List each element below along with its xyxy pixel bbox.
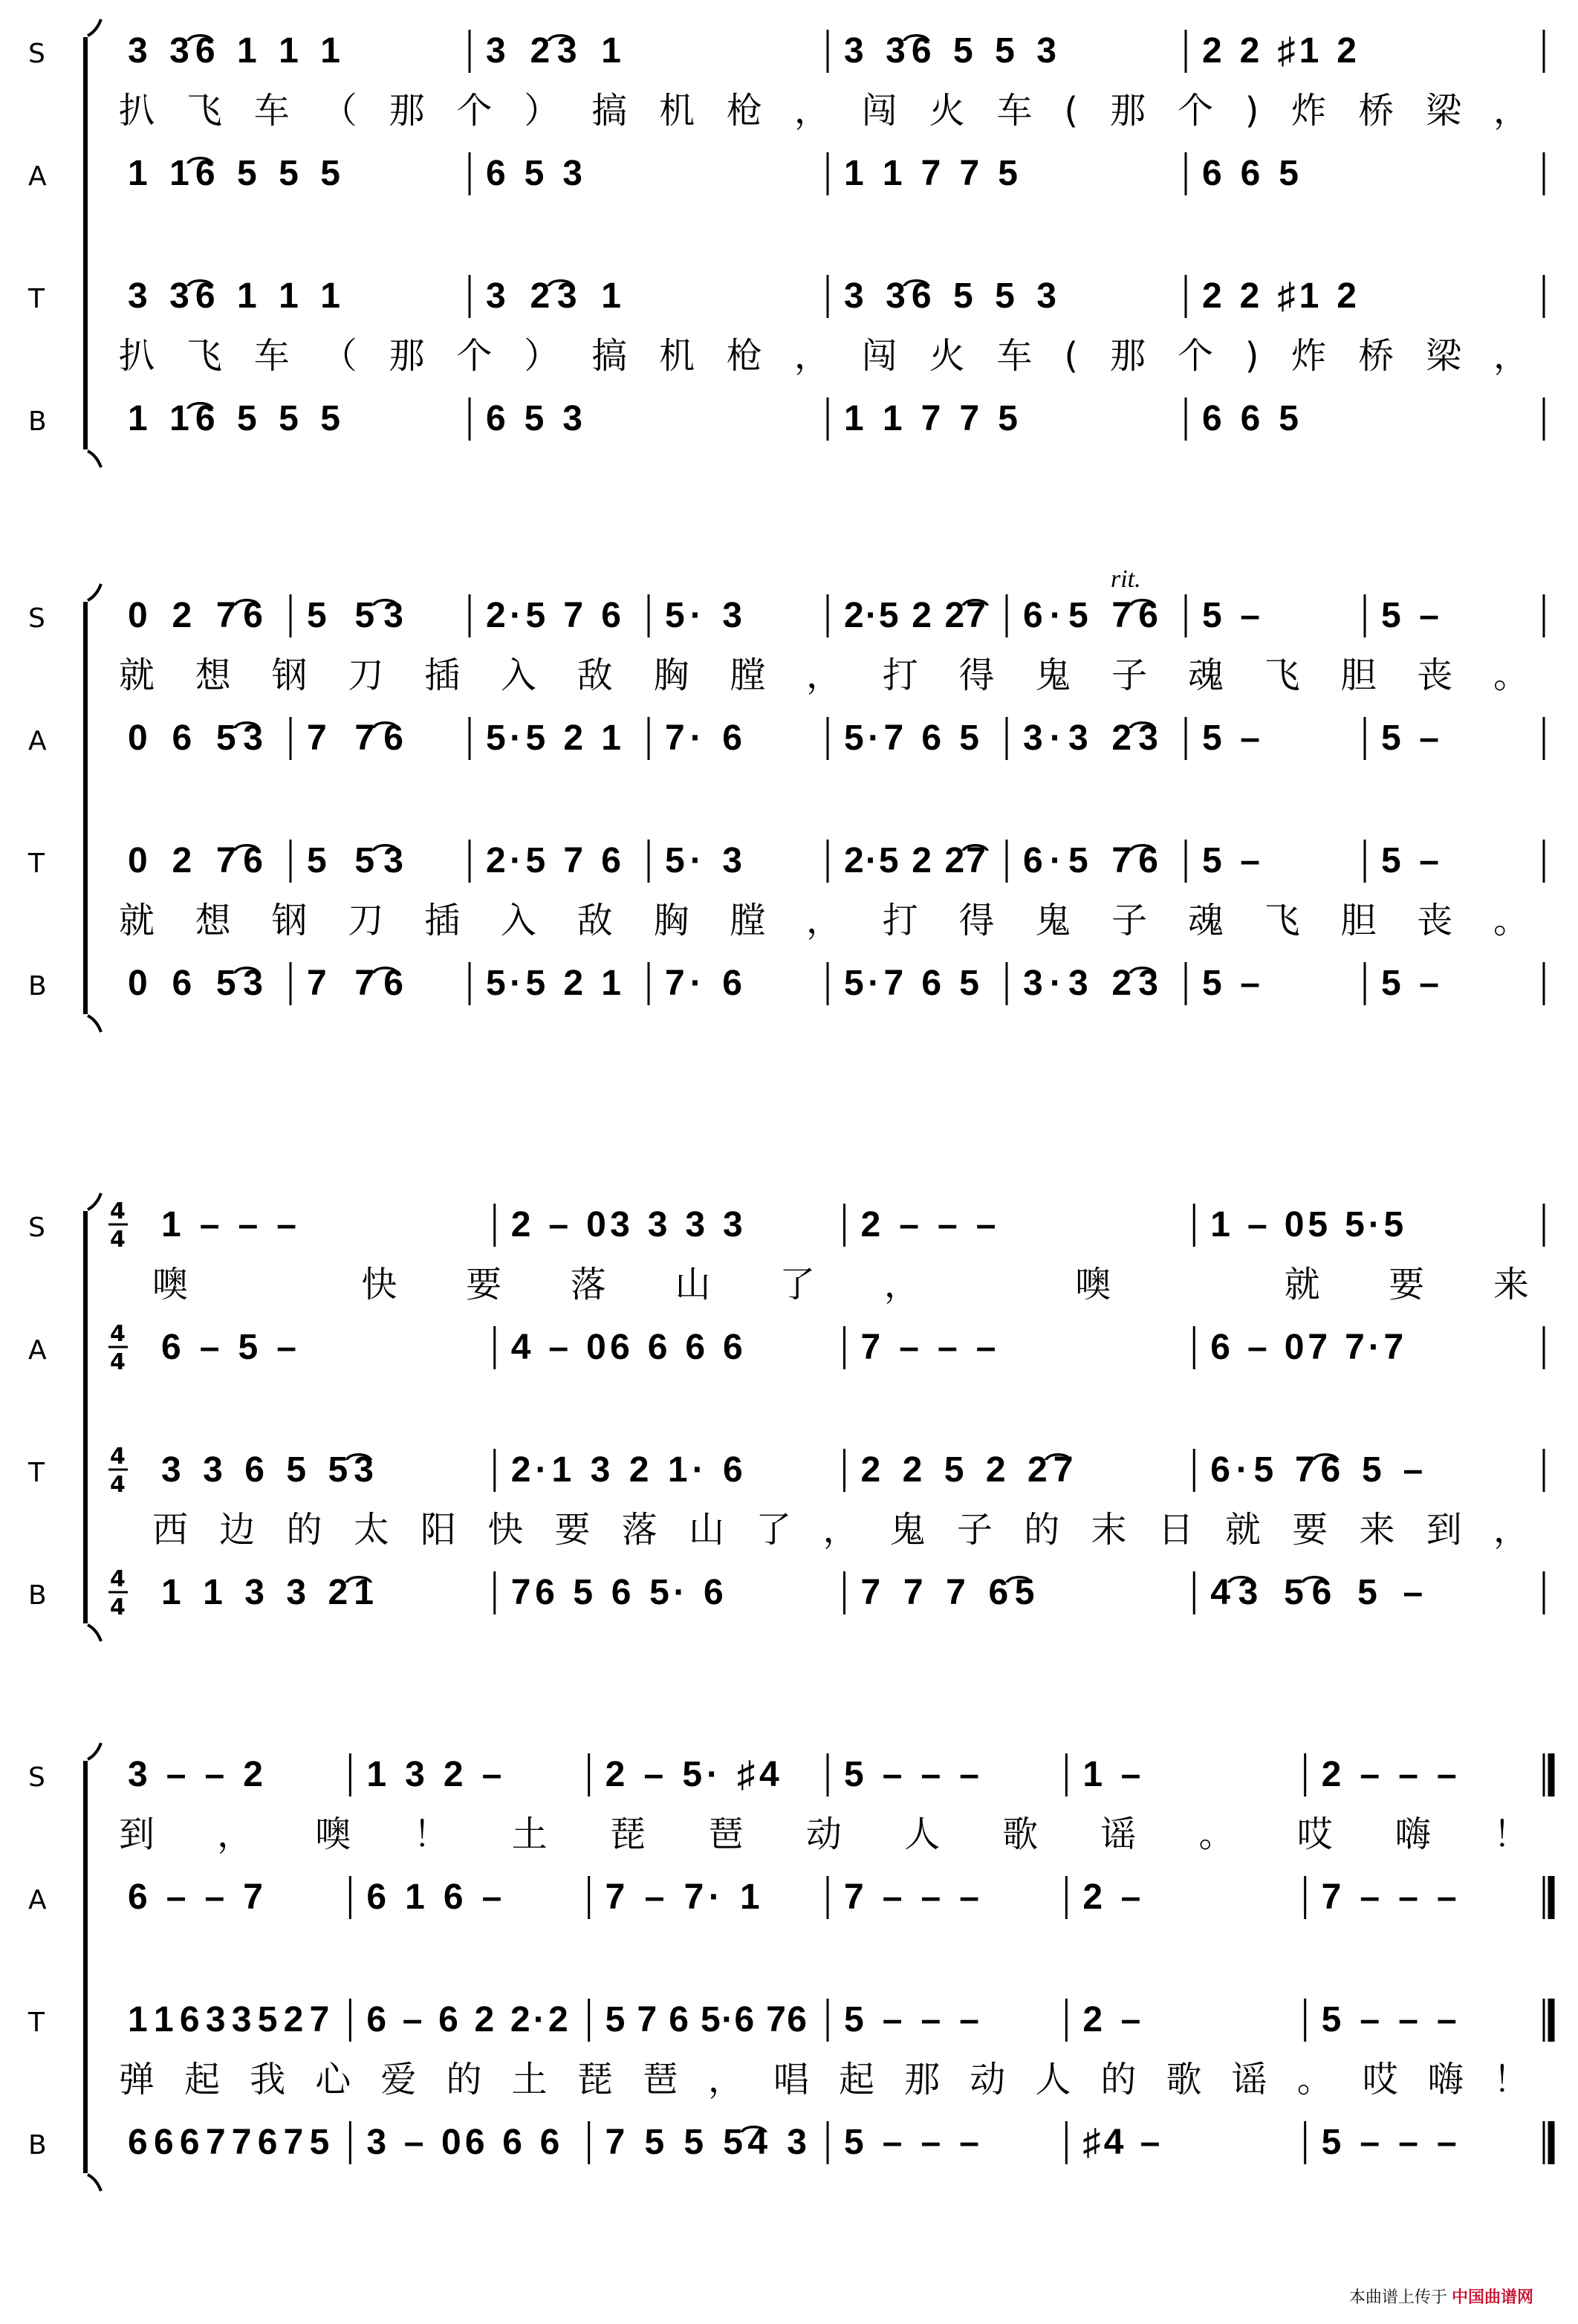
measure-A-3: 5·5 2 1 xyxy=(486,718,621,758)
measure-A-1: 6 – – 7 xyxy=(128,1877,263,1917)
lyric-T: 弹起我心爱的土琵琶，唱起那动人的歌谣。哎嗨！ xyxy=(119,2059,1529,2100)
time-signature-top: 4 xyxy=(110,1321,126,1347)
measure-A-5: 2 – xyxy=(1082,1877,1141,1917)
measure-A-6: 3·3 2͡3 xyxy=(1023,718,1158,758)
measure-T-2: 5 5͡3 xyxy=(307,841,403,880)
measure-A-3: 7 – – – xyxy=(860,1328,996,1367)
time-signature-bottom: 4 xyxy=(110,1594,126,1620)
measure-S-2: 1 3 2 – xyxy=(366,1755,502,1794)
measure-A-3: 7 – 7· 1 xyxy=(605,1877,760,1917)
time-signature-bottom: 4 xyxy=(110,1349,126,1375)
measure-A-4: 7 – – – xyxy=(844,1877,979,1917)
measure-T-1: 1 1 6 3 3 5 2 7 xyxy=(128,2000,330,2039)
measure-A-4: 7· 6 xyxy=(665,718,742,758)
measure-S-6: 2 – – – xyxy=(1321,1755,1457,1794)
part-label-B: B xyxy=(28,1580,47,1611)
part-label-B: B xyxy=(28,971,47,1002)
measure-T-3: 2·5 7 6 xyxy=(486,841,621,880)
lyric-T: 西边的太阳快要落山了，鬼子的末日就要来到， xyxy=(152,1509,1529,1551)
part-label-S: S xyxy=(28,603,45,634)
measure-S-1: 3 3͡6 1 1 1 xyxy=(128,31,340,71)
time-signature-top: 4 xyxy=(110,1198,126,1224)
measure-B-1: 0 6 5͡3 xyxy=(128,964,263,1003)
lyric-T: 就想钢刀插入敌胸膛，打得鬼子魂飞胆丧。 xyxy=(119,900,1529,941)
measure-B-8: 5 – xyxy=(1381,964,1439,1003)
measure-B-4: 4͡3 5͡6 5 – xyxy=(1210,1573,1423,1612)
measure-B-2: 76 5 6 5· 6 xyxy=(510,1573,724,1612)
part-label-S: S xyxy=(28,1762,45,1793)
part-label-A: A xyxy=(28,1885,47,1915)
lyric-S: 扒飞车（那个）搞机枪，闯火车(那个)炸桥梁， xyxy=(119,90,1529,132)
footer-prefix: 本曲谱上传于 xyxy=(1348,2288,1447,2306)
time-signature-top: 4 xyxy=(110,1444,126,1470)
measure-A-7: 5 – xyxy=(1202,718,1260,758)
measure-S-3: 3 3͡6 5 5 3 xyxy=(844,31,1056,71)
measure-B-4: 7· 6 xyxy=(665,964,742,1003)
system-bracket-hook-bottom xyxy=(88,451,101,467)
measure-B-6: 5 – – – xyxy=(1321,2123,1457,2162)
measure-S-4: 2 2 ♯1 2 xyxy=(1202,31,1357,71)
system-bracket-hook-top xyxy=(88,1743,101,1759)
measure-A-2: 7 7͡6 xyxy=(307,718,403,758)
measure-S-5: 2·5 2 2͡7 xyxy=(844,596,986,635)
measure-B-7: 5 – xyxy=(1202,964,1260,1003)
measure-B-2: 7 7͡6 xyxy=(307,964,403,1003)
lyric-S: 到，噢！土琵琶动人歌谣。哎嗨！ xyxy=(119,1814,1529,1855)
measure-B-2: 6 5 3 xyxy=(486,399,582,438)
measure-S-5: 1 – xyxy=(1082,1755,1141,1794)
measure-A-3: 1 1 7 7 5 xyxy=(844,154,1018,193)
measure-A-4: 6 – 07 7·7 xyxy=(1210,1328,1404,1367)
measure-A-6: 7 – – – xyxy=(1321,1877,1457,1917)
measure-T-2: 3 2͡3 1 xyxy=(486,276,621,316)
measure-B-3: 5·5 2 1 xyxy=(486,964,621,1003)
part-label-A: A xyxy=(28,161,47,192)
part-label-T: T xyxy=(28,1458,45,1488)
lyric-S: 就想钢刀插入敌胸膛，打得鬼子魂飞胆丧。 xyxy=(119,655,1529,696)
measure-B-1: 6 6 6 7 7 6 7 5 xyxy=(128,2123,330,2162)
system-bracket-hook-top xyxy=(88,584,101,600)
time-signature-bottom: 4 xyxy=(110,1472,126,1498)
measure-T-4: 6·5 7͡6 5 – xyxy=(1210,1450,1423,1490)
measure-B-5: 5·7 6 5 xyxy=(844,964,979,1003)
measure-A-2: 6 5 3 xyxy=(486,154,582,193)
system-bracket-hook-top xyxy=(88,19,101,36)
measure-S-8: 5 – xyxy=(1381,596,1439,635)
measure-S-1: 0 2 7͡6 xyxy=(128,596,263,635)
tempo-marking: rit. xyxy=(1111,565,1141,593)
measure-A-1: 1 1͡6 5 5 5 xyxy=(128,154,340,193)
measure-B-3: 7 5 5 5͡4 3 xyxy=(605,2123,807,2162)
measure-T-4: 5 – – – xyxy=(844,2000,979,2039)
measure-B-1: 1 1͡6 5 5 5 xyxy=(128,399,340,438)
measure-S-2: 3 2͡3 1 xyxy=(486,31,621,71)
measure-A-1: 0 6 5͡3 xyxy=(128,718,263,758)
measure-A-5: 5·7 6 5 xyxy=(844,718,979,758)
measure-B-1: 1 1 3 3 2͡1 xyxy=(161,1573,374,1612)
measure-S-3: 2 – – – xyxy=(860,1205,996,1244)
measure-T-6: 6·5 7͡6 xyxy=(1023,841,1158,880)
measure-S-1: 3 – – 2 xyxy=(128,1755,263,1794)
part-label-A: A xyxy=(28,726,47,756)
part-label-T: T xyxy=(28,284,45,314)
measure-S-6: 6·5 7͡6 xyxy=(1023,596,1158,635)
measure-B-6: 3·3 2͡3 xyxy=(1023,964,1158,1003)
measure-T-7: 5 – xyxy=(1202,841,1260,880)
measure-S-4: 1 – 05 5·5 xyxy=(1210,1205,1404,1244)
measure-T-1: 3 3 6 5 5͡3 xyxy=(161,1450,374,1490)
measure-A-2: 4 – 06 6 6 6 xyxy=(510,1328,743,1367)
measure-A-2: 6 1 6 – xyxy=(366,1877,502,1917)
system-bracket-hook-bottom xyxy=(88,2175,101,2191)
part-label-B: B xyxy=(28,406,47,437)
measure-T-2: 2·1 3 2 1· 6 xyxy=(510,1450,743,1490)
measure-S-2: 5 5͡3 xyxy=(307,596,403,635)
measure-B-5: ♯4 – xyxy=(1082,2123,1160,2162)
measure-T-4: 5· 3 xyxy=(665,841,742,880)
footer-brand: 中国曲谱网 xyxy=(1451,2288,1533,2306)
lyric-T: 扒飞车（那个）搞机枪，闯火车(那个)炸桥梁， xyxy=(119,335,1529,377)
measure-S-3: 2·5 7 6 xyxy=(486,596,621,635)
measure-T-2: 6 – 6 2 2·2 xyxy=(366,2000,568,2039)
system-bracket-hook-bottom xyxy=(88,1625,101,1641)
measure-S-3: 2 – 5· ♯4 xyxy=(605,1755,779,1794)
measure-T-3: 3 3͡6 5 5 3 xyxy=(844,276,1056,316)
measure-S-7: 5 – xyxy=(1202,596,1260,635)
system-bracket-hook-bottom xyxy=(88,1016,101,1032)
measure-T-5: 2·5 2 2͡7 xyxy=(844,841,986,880)
part-label-T: T xyxy=(28,848,45,879)
measure-B-4: 5 – – – xyxy=(844,2123,979,2162)
measure-T-3: 5 7 6 5·6 76 xyxy=(605,2000,807,2039)
measure-S-4: 5· 3 xyxy=(665,596,742,635)
measure-S-2: 2 – 03 3 3 3 xyxy=(510,1205,743,1244)
measure-B-4: 6 6 5 xyxy=(1202,399,1299,438)
measure-T-8: 5 – xyxy=(1381,841,1439,880)
lyric-S: 噢 快要落山了， 噢 就要来 xyxy=(152,1264,1529,1305)
time-signature-bottom: 4 xyxy=(110,1227,126,1253)
system-bracket-hook-top xyxy=(88,1193,101,1210)
measure-B-2: 3 – 06 6 6 xyxy=(366,2123,560,2162)
part-label-T: T xyxy=(28,2007,45,2038)
measure-T-1: 0 2 7͡6 xyxy=(128,841,263,880)
measure-A-4: 6 6 5 xyxy=(1202,154,1299,193)
time-signature-top: 4 xyxy=(110,1566,126,1592)
part-label-B: B xyxy=(28,2130,47,2161)
measure-T-1: 3 3͡6 1 1 1 xyxy=(128,276,340,316)
measure-T-4: 2 2 ♯1 2 xyxy=(1202,276,1357,316)
measure-B-3: 7 7 7 6͡5 xyxy=(860,1573,1035,1612)
measure-A-8: 5 – xyxy=(1381,718,1439,758)
measure-A-1: 6 – 5 – xyxy=(161,1328,296,1367)
measure-T-3: 2 2 5 2 2͡7 xyxy=(860,1450,1074,1490)
part-label-S: S xyxy=(28,1213,45,1243)
measure-T-6: 5 – – – xyxy=(1321,2000,1457,2039)
measure-B-3: 1 1 7 7 5 xyxy=(844,399,1018,438)
measure-T-5: 2 – xyxy=(1082,2000,1141,2039)
measure-S-4: 5 – – – xyxy=(844,1755,979,1794)
measure-S-1: 1 – – – xyxy=(161,1205,296,1244)
part-label-A: A xyxy=(28,1335,47,1366)
part-label-S: S xyxy=(28,39,45,69)
footer-credit xyxy=(1349,2285,1533,2308)
